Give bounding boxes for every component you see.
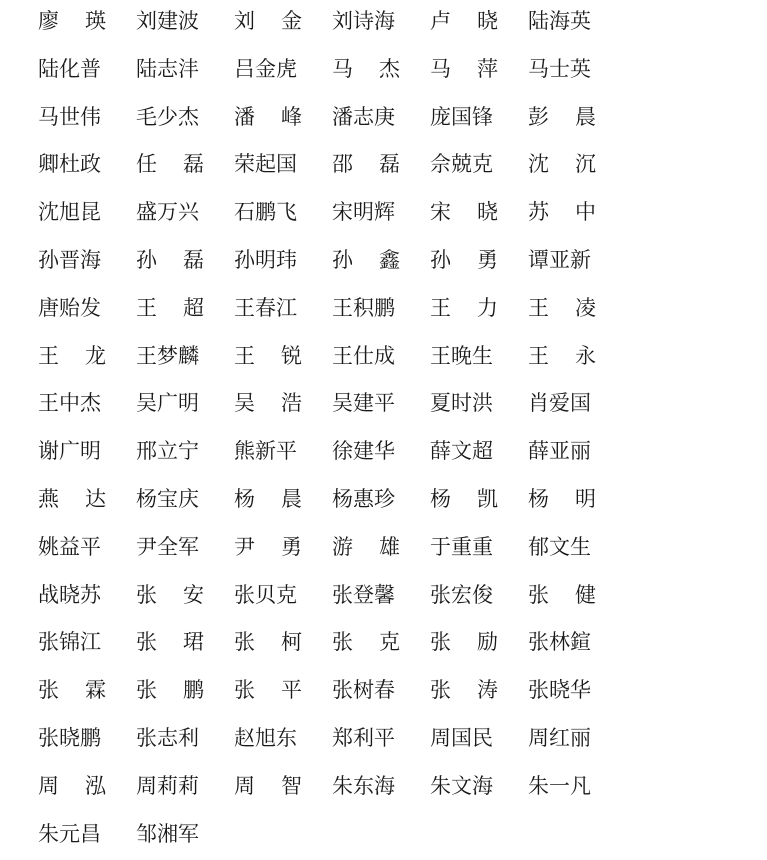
name-entry: 谢广明 — [38, 439, 101, 464]
name-entry: 尹全军 — [136, 534, 199, 559]
name-row — [38, 430, 738, 478]
name-entry: 战晓苏 — [38, 582, 101, 607]
name-entry: 张志利 — [136, 725, 199, 750]
name-entry: 张 涛 — [430, 678, 498, 703]
name-entry: 吴 浩 — [234, 391, 302, 416]
name-row — [38, 526, 738, 574]
name-entry: 张 励 — [430, 630, 498, 655]
name-row — [38, 96, 738, 144]
name-entry: 刘 金 — [234, 9, 302, 33]
name-entry: 张晓鹏 — [38, 725, 101, 750]
name-entry: 薛文超 — [430, 439, 493, 464]
name-entry: 马世伟 — [38, 104, 101, 129]
name-entry: 吴广明 — [136, 391, 199, 416]
name-row — [38, 813, 738, 860]
name-entry: 杨惠珍 — [332, 486, 395, 511]
name-entry: 张 柯 — [234, 630, 302, 655]
name-entry: 潘志庚 — [332, 104, 395, 129]
name-row — [38, 287, 738, 335]
name-entry: 游 雄 — [332, 534, 400, 559]
name-entry: 潘 峰 — [234, 104, 302, 129]
name-entry: 彭 晨 — [528, 104, 596, 129]
name-row — [38, 382, 738, 430]
name-entry: 周国民 — [430, 725, 493, 750]
name-entry: 邹湘军 — [136, 821, 199, 846]
name-entry: 薛亚丽 — [528, 439, 591, 464]
name-entry: 王仕成 — [332, 343, 395, 368]
name-row — [38, 191, 738, 239]
name-entry: 谭亚新 — [528, 247, 591, 272]
name-entry: 任 磊 — [136, 152, 204, 177]
name-entry: 朱一凡 — [528, 773, 591, 798]
name-entry: 廖 瑛 — [38, 9, 106, 33]
name-entry: 佘兢克 — [430, 152, 493, 177]
name-entry: 陆志沣 — [136, 56, 199, 81]
name-row — [38, 621, 738, 669]
name-entry: 杨宝庆 — [136, 486, 199, 511]
name-row — [38, 335, 738, 383]
name-entry: 熊新平 — [234, 439, 297, 464]
name-entry: 唐贻发 — [38, 295, 101, 320]
name-entry: 周 智 — [234, 773, 302, 798]
name-entry: 于重重 — [430, 534, 493, 559]
name-entry: 徐建华 — [332, 439, 395, 464]
name-entry: 邵 磊 — [332, 152, 400, 177]
name-entry: 卢 晓 — [430, 9, 498, 33]
name-entry: 张宏俊 — [430, 582, 493, 607]
name-entry: 吴建平 — [332, 391, 395, 416]
name-entry: 朱文海 — [430, 773, 493, 798]
name-row — [38, 669, 738, 717]
name-entry: 张 安 — [136, 582, 204, 607]
name-entry: 刘诗海 — [332, 9, 395, 33]
name-entry: 王 凌 — [528, 295, 596, 320]
name-entry: 荣起国 — [234, 152, 297, 177]
name-entry: 马士英 — [528, 56, 591, 81]
name-entry: 刘建波 — [136, 9, 199, 33]
name-entry: 张 健 — [528, 582, 596, 607]
name-entry: 孙 鑫 — [332, 247, 400, 272]
name-entry: 沈旭昆 — [38, 200, 101, 225]
name-entry: 郑利平 — [332, 725, 395, 750]
name-entry: 宋 晓 — [430, 200, 498, 225]
name-entry: 姚益平 — [38, 534, 101, 559]
name-entry: 苏 中 — [528, 200, 596, 225]
name-entry: 孙 勇 — [430, 247, 498, 272]
name-entry: 周 泓 — [38, 773, 106, 798]
name-row — [38, 574, 738, 622]
name-entry: 邢立宁 — [136, 439, 199, 464]
name-row — [38, 48, 738, 96]
name-entry: 燕 达 — [38, 486, 106, 511]
name-entry: 杨 晨 — [234, 486, 302, 511]
name-entry: 夏时洪 — [430, 391, 493, 416]
name-entry: 张锦江 — [38, 630, 101, 655]
name-entry: 庞国锋 — [430, 104, 493, 129]
name-entry: 周莉莉 — [136, 773, 199, 798]
name-entry: 张登馨 — [332, 582, 395, 607]
name-entry: 马 杰 — [332, 56, 400, 81]
name-entry: 张 平 — [234, 678, 302, 703]
name-entry: 张 珺 — [136, 630, 204, 655]
name-entry: 陆海英 — [528, 9, 591, 33]
name-entry: 王 永 — [528, 343, 596, 368]
name-entry: 卿杜政 — [38, 152, 101, 177]
name-entry: 陆化普 — [38, 56, 101, 81]
name-entry: 孙 磊 — [136, 247, 204, 272]
name-row — [38, 0, 738, 48]
name-entry: 孙明玮 — [234, 247, 297, 272]
name-row — [38, 239, 738, 287]
name-row — [38, 717, 738, 765]
name-entry: 张树春 — [332, 678, 395, 703]
name-entry: 朱东海 — [332, 773, 395, 798]
name-entry: 王 超 — [136, 295, 204, 320]
name-entry: 石鹏飞 — [234, 200, 297, 225]
name-entry: 肖爱国 — [528, 391, 591, 416]
name-entry: 宋明辉 — [332, 200, 395, 225]
name-entry: 张林鍹 — [528, 630, 591, 655]
name-entry: 张晓华 — [528, 678, 591, 703]
name-entry: 张贝克 — [234, 582, 297, 607]
name-entry: 张 克 — [332, 630, 400, 655]
name-entry: 王梦麟 — [136, 343, 199, 368]
name-entry: 沈 沉 — [528, 152, 596, 177]
name-entry: 杨 明 — [528, 486, 596, 511]
name-entry: 郁文生 — [528, 534, 591, 559]
name-entry: 王 龙 — [38, 343, 106, 368]
name-entry: 赵旭东 — [234, 725, 297, 750]
name-entry: 王积鹏 — [332, 295, 395, 320]
name-entry: 王春江 — [234, 295, 297, 320]
name-entry: 王晚生 — [430, 343, 493, 368]
name-entry: 王中杰 — [38, 391, 101, 416]
name-entry: 周红丽 — [528, 725, 591, 750]
name-entry: 吕金虎 — [234, 56, 297, 81]
name-entry: 盛万兴 — [136, 200, 199, 225]
name-list — [38, 0, 738, 860]
name-entry: 王 力 — [430, 295, 498, 320]
name-entry: 朱元昌 — [38, 821, 101, 846]
name-entry: 张 鹏 — [136, 678, 204, 703]
name-entry: 张 霖 — [38, 678, 106, 703]
name-entry: 尹 勇 — [234, 534, 302, 559]
name-entry: 毛少杰 — [136, 104, 199, 129]
name-entry: 孙晋海 — [38, 247, 101, 272]
name-entry: 王 锐 — [234, 343, 302, 368]
name-row — [38, 765, 738, 813]
name-row — [38, 143, 738, 191]
name-entry: 杨 凯 — [430, 486, 498, 511]
name-row — [38, 478, 738, 526]
name-entry: 马 萍 — [430, 56, 498, 81]
